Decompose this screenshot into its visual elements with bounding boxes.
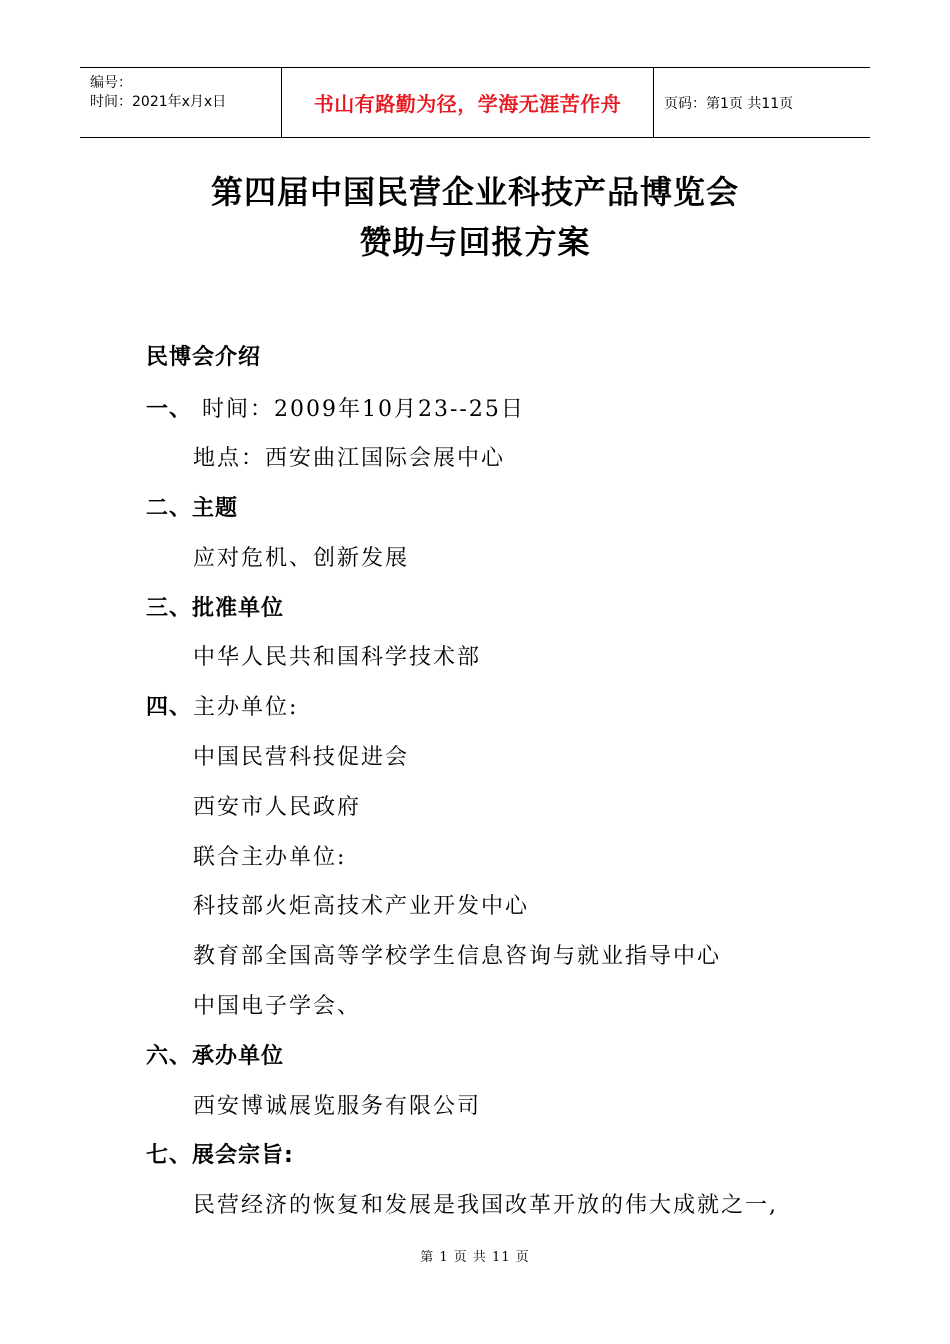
section4-org2: 西安市人民政府	[193, 795, 362, 820]
header-page-info: 页码：第1页 共11页	[664, 95, 794, 112]
section2-text: 应对危机、创新发展	[193, 546, 410, 571]
page-footer: 第 1 页 共 11 页	[420, 1250, 530, 1265]
section4-co-label: 联合主办单位:	[193, 845, 347, 870]
section4-co1: 科技部火炬高技术产业开发中心	[193, 894, 530, 919]
section1-number: 一、	[146, 397, 193, 422]
section-intro-heading: 民博会介绍	[146, 345, 262, 370]
section6-heading: 六、承办单位	[146, 1044, 285, 1069]
section7-text: 民营经济的恢复和发展是我国改革开放的伟大成就之一,	[193, 1193, 778, 1218]
page-header	[80, 67, 870, 138]
document-title-line1: 第四届中国民营企业科技产品博览会	[210, 173, 739, 211]
section4-heading-text: 主办单位:	[193, 695, 299, 720]
header-number-label: 编号：	[90, 75, 132, 91]
section4-co3: 中国电子学会、	[193, 994, 362, 1019]
section3-heading: 三、批准单位	[146, 596, 285, 621]
header-time-label: 时间：2021年x月x日	[90, 94, 227, 110]
section1-place: 地点：西安曲江国际会展中心	[193, 446, 506, 471]
header-motto: 书山有路勤为径，学海无涯苦作舟	[281, 68, 654, 137]
section3-text: 中华人民共和国科学技术部	[193, 645, 482, 670]
section2-heading: 二、主题	[146, 496, 239, 521]
section1-time: 时间：2009年10月23--25日	[202, 397, 525, 422]
section4-org1: 中国民营科技促进会	[193, 745, 410, 770]
document-title-line2: 赞助与回报方案	[359, 223, 591, 261]
header-meta	[80, 68, 281, 137]
section4-number: 四、	[146, 695, 193, 720]
section6-text: 西安博诚展览服务有限公司	[193, 1094, 482, 1119]
section4-co2: 教育部全国高等学校学生信息咨询与就业指导中心	[193, 944, 722, 969]
section7-heading: 七、展会宗旨:	[146, 1143, 294, 1168]
